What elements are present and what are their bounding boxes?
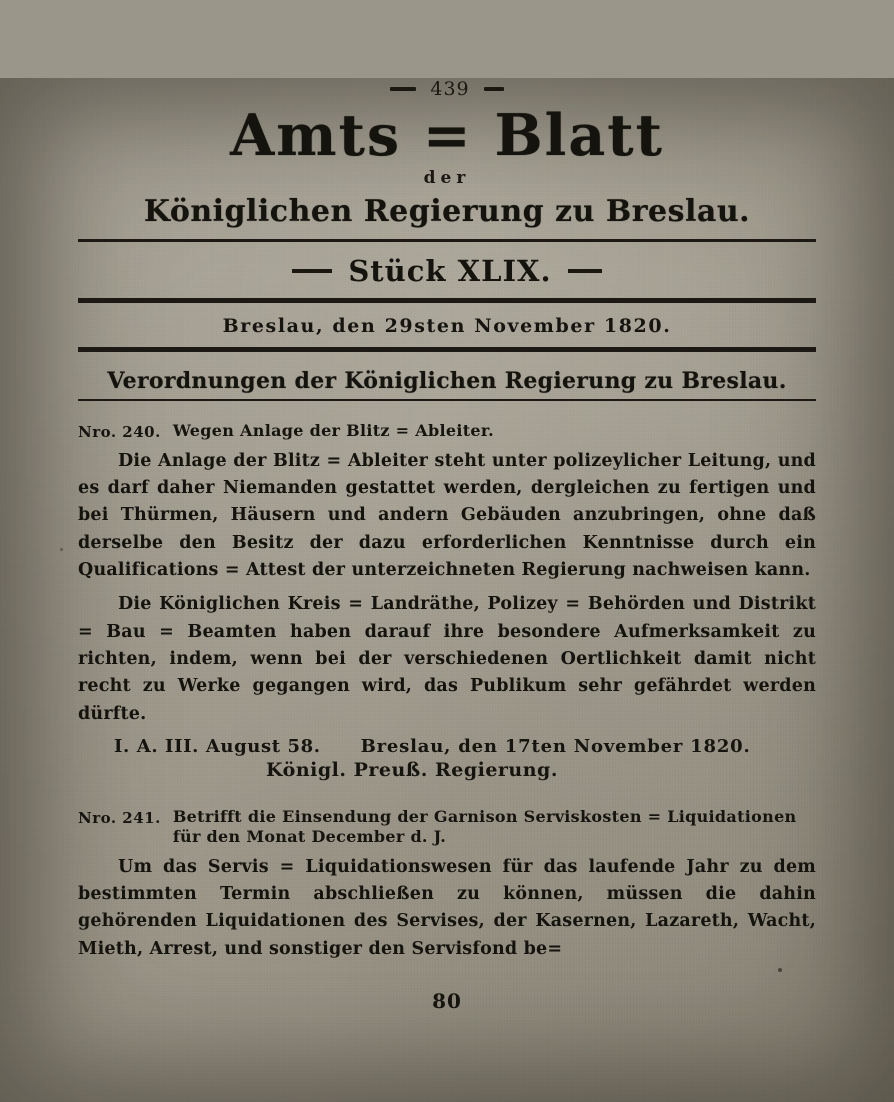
signature-reference: I. A. III. August 58. [114, 735, 321, 757]
page-footer-number: 80 [432, 989, 462, 1013]
divider-rule-2 [78, 298, 816, 303]
scanned-page [0, 78, 894, 1102]
article-heading [78, 807, 816, 847]
page-content [0, 78, 894, 1013]
divider-rule-1 [78, 239, 816, 242]
issue-row [78, 254, 816, 288]
issue-label: Stück XLIX. [348, 253, 552, 288]
masthead-title: Amts = Blatt [230, 102, 664, 169]
article-subject: Betrifft die Einsendung der Garnison Serviskosten = Liquidationen für den Monat December d. J. [172, 806, 797, 846]
dash-left-issue-ornament [292, 269, 332, 273]
masthead-subtitle: Königlichen Regierung zu Breslau. [143, 193, 751, 229]
article-240 [78, 421, 816, 781]
article-paragraph: Die Königlichen Kreis = Landräthe, Polizey = Behörden und Distrikt = Bau = Beamten haben darauf ihre besondere Aufmerksamkeit zu richten, indem, wenn bei der verschiedenen Oertlichkeit damit nicht recht zu Werke gegangen wird, das Publikum sehr gefährdet werden dürfte. [78, 594, 816, 724]
article-paragraph: Die Anlage der Blitz = Ableiter steht unter polizeylicher Leitung, und es darf daher Niemanden gestattet werden, dergleichen zu fertigen und bei Thürmen, Häusern und andern Gebäuden anzubringen, ohne daß derselbe den Besitz der dazu erforderlichen Kenntnisse durch ein Qualifications = Attest der unterzeichneten Regierung nachweisen kann. [78, 450, 816, 581]
article-number: Nro. 241. [78, 808, 161, 827]
signature-place-date: Breslau, den 17ten November 1820. [360, 735, 751, 757]
divider-rule-3 [78, 347, 816, 352]
section-title-underline [78, 399, 816, 401]
dash-right-ornament [484, 87, 504, 91]
page-number: 439 [430, 78, 470, 100]
article-241 [78, 807, 816, 963]
article-number: Nro. 240. [78, 422, 161, 441]
article-subject: Wegen Anlage der Blitz = Ableiter. [172, 420, 494, 440]
article-signature-row [78, 736, 816, 757]
dash-right-issue-ornament [568, 269, 602, 273]
page-number-row [78, 78, 816, 100]
article-paragraph: Um das Servis = Liquidationswesen für das laufende Jahr zu dem bestimmten Termin abschließen zu können, müssen die dahin gehörenden Liquidationen des Servises, der Kasernen, Lazareth, Wacht, Mieth, Arrest, und sonstiger den Servisfond be= [78, 856, 816, 959]
section-title: Verordnungen der Königlichen Regierung zu Breslau. [107, 367, 787, 394]
signature-authority: Königl. Preuß. Regierung. [266, 758, 558, 781]
dash-left-ornament [390, 87, 416, 91]
article-heading [78, 421, 816, 441]
masthead-der: der [423, 167, 471, 188]
dateline: Breslau, den 29sten November 1820. [222, 314, 672, 337]
